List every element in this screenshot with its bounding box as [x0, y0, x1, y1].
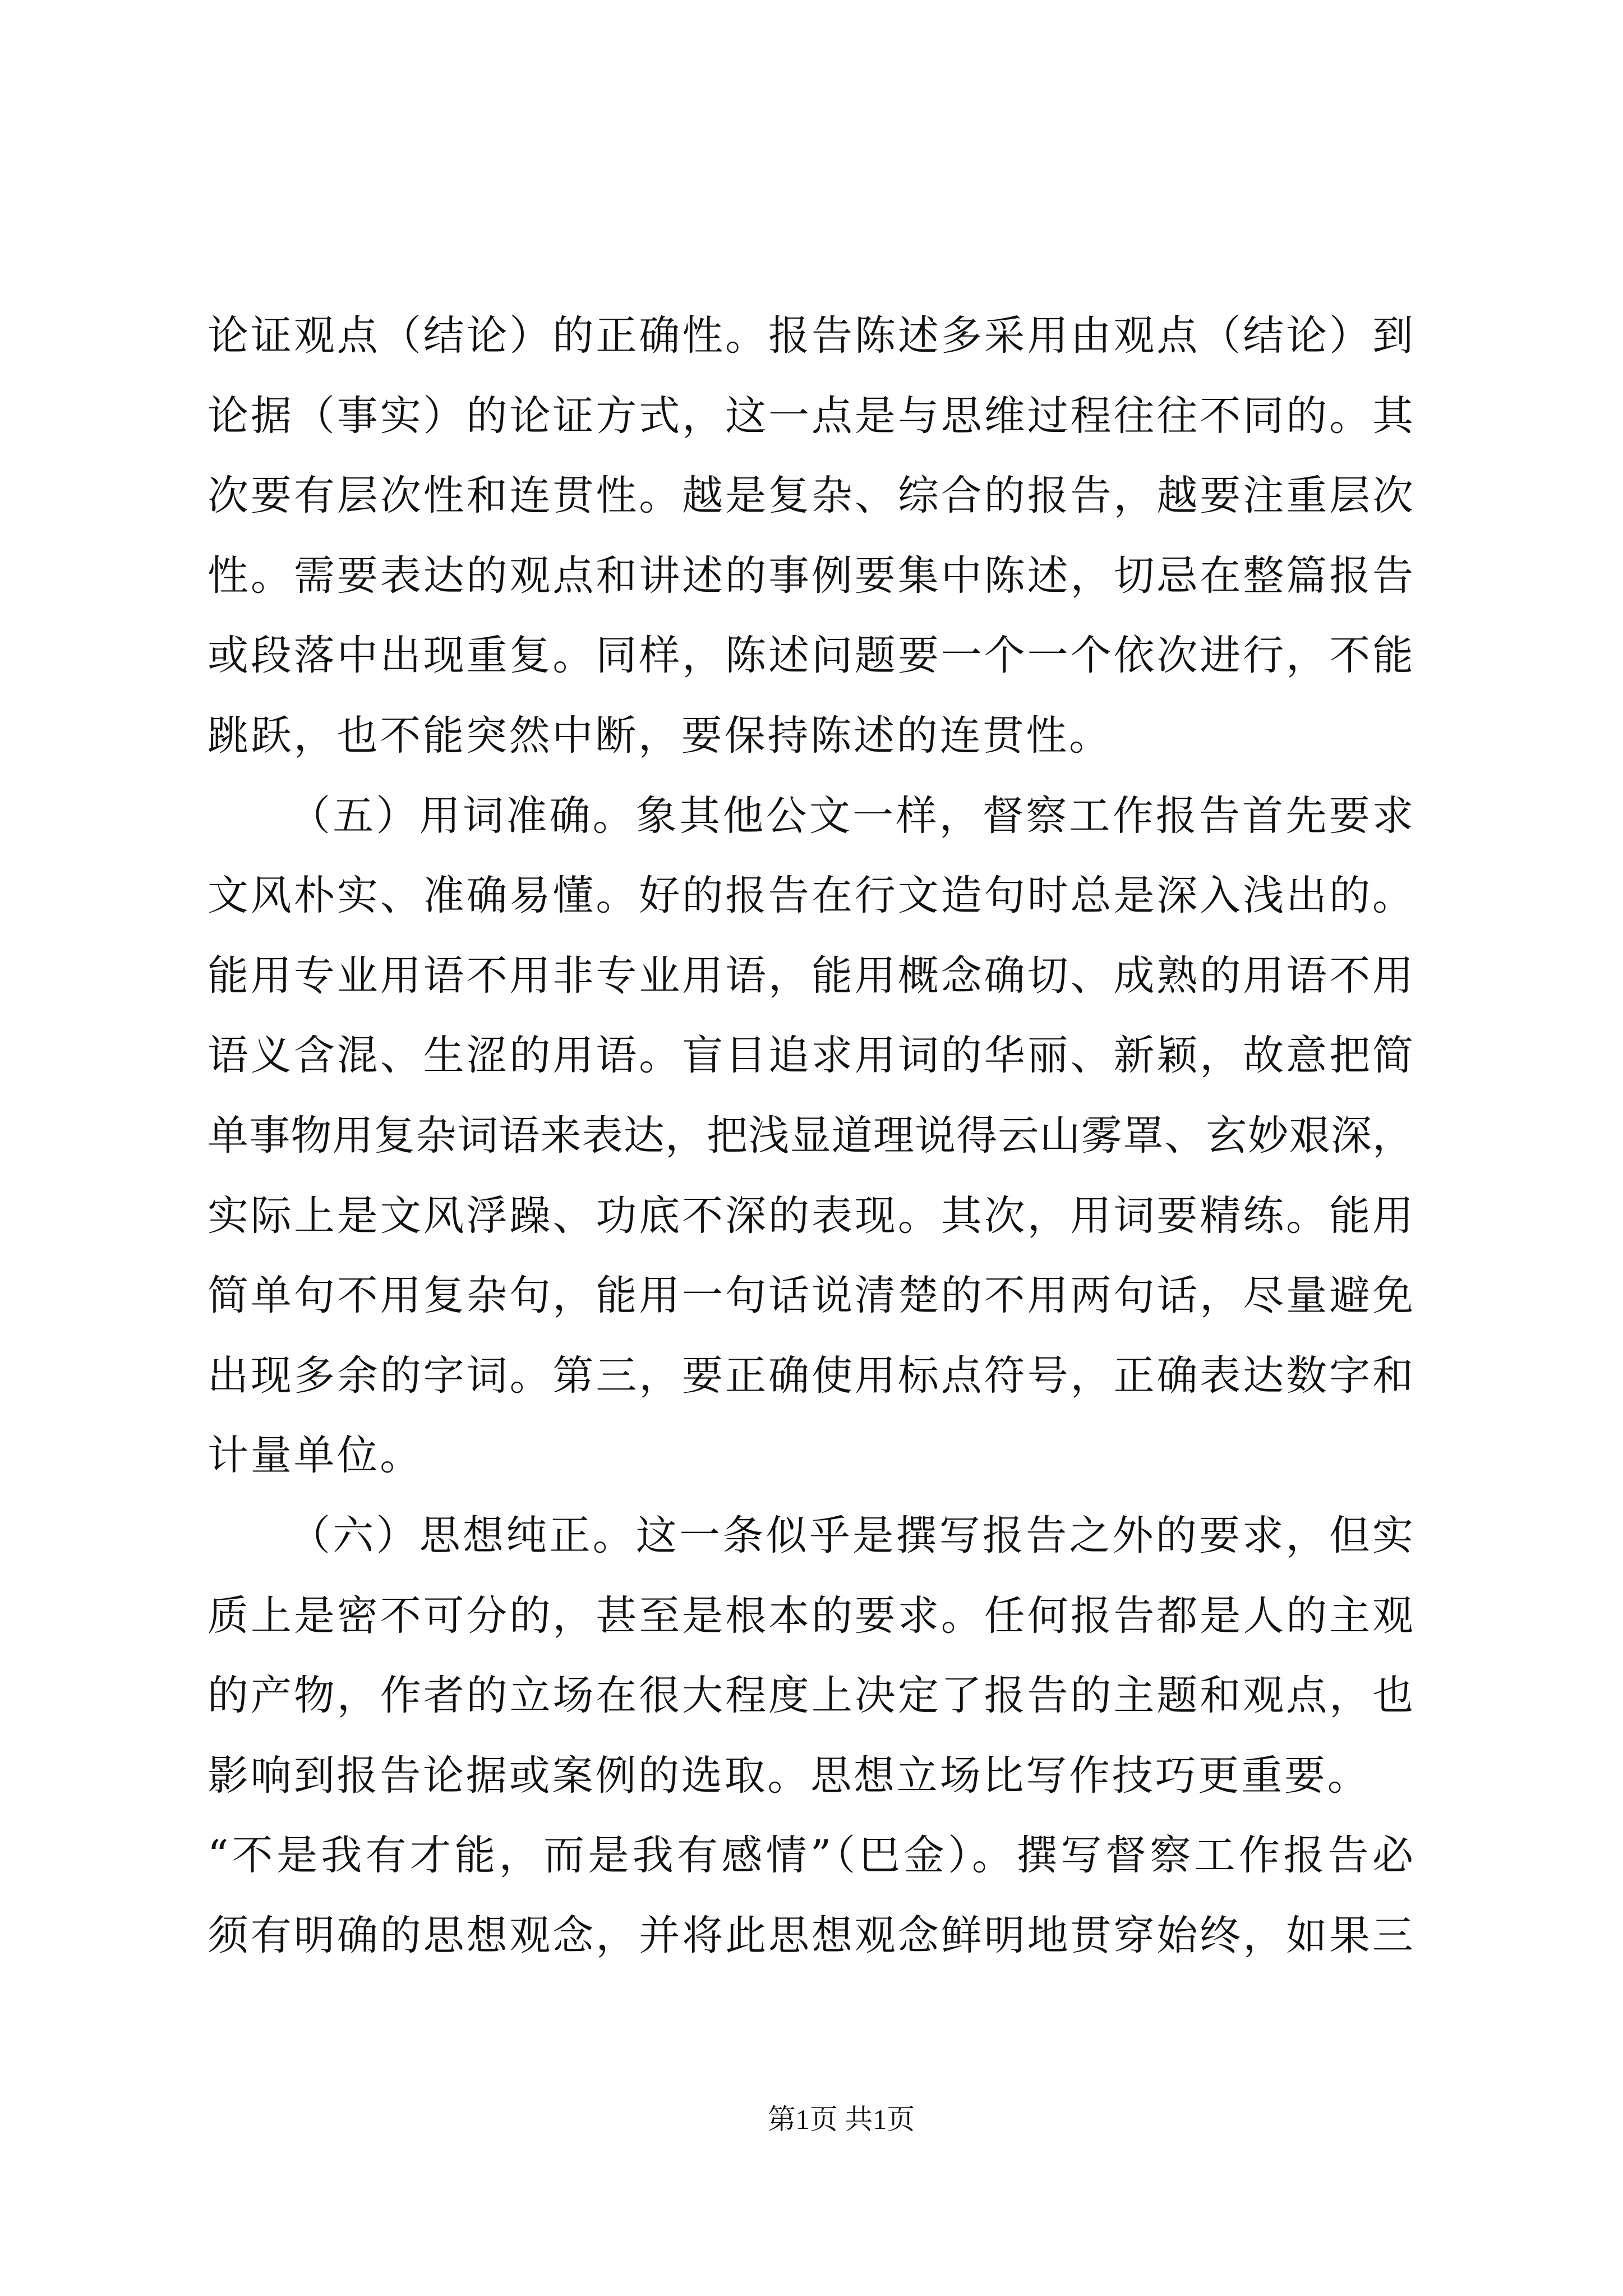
text-line: 出现多余的字词。第三，要正确使用标点符号，正确表达数字和	[208, 1351, 1413, 1400]
text-line: 跳跃，也不能突然中断，要保持陈述的连贯性。	[208, 711, 1112, 760]
text-line: 的产物，作者的立场在很大程度上决定了报告的主题和观点，也	[208, 1672, 1413, 1720]
text-line: 文风朴实、准确易懂。好的报告在行文造句时总是深入浅出的。	[208, 872, 1413, 920]
page-number-footer: 第1页 共1页	[767, 2104, 915, 2135]
text-line: 性。需要表达的观点和讲述的事例要集中陈述，切忌在整篇报告	[208, 551, 1413, 600]
text-line: 论据（事实）的论证方式，这一点是与思维过程往往不同的。其	[208, 392, 1413, 440]
paragraph-word-accuracy	[208, 776, 1413, 1496]
section-heading-line: （六）思想纯正。这一条似乎是撰写报告之外的要求，但实	[289, 1511, 1413, 1559]
text-line: 能用专业用语不用非专业用语，能用概念确切、成熟的用语不用	[208, 951, 1413, 1000]
paragraph-continued	[208, 296, 1413, 776]
text-line: 实际上是文风浮躁、功底不深的表现。其次，用词要精练。能用	[208, 1191, 1413, 1240]
text-line: 论证观点（结论）的正确性。报告陈述多采用由观点（结论）到	[208, 312, 1413, 360]
text-line: 质上是密不可分的，甚至是根本的要求。任何报告都是人的主观	[208, 1591, 1413, 1640]
text-line: 或段落中出现重复。同样，陈述问题要一个一个依次进行，不能	[208, 632, 1413, 680]
text-line: 次要有层次性和连贯性。越是复杂、综合的报告，越要注重层次	[208, 472, 1413, 520]
text-line: 单事物用复杂词语来表达，把浅显道理说得云山雾罩、玄妙艰深，	[208, 1111, 1413, 1159]
text-line: 简单句不用复杂句，能用一句话说清楚的不用两句话，尽量避免	[208, 1272, 1413, 1320]
paragraph-pure-thought	[208, 1496, 1413, 1976]
text-line: 影响到报告论据或案例的选取。思想立场比写作技巧更重要。	[208, 1751, 1371, 1800]
body-text	[208, 296, 1413, 1976]
text-line: 须有明确的思想观念，并将此思想观念鲜明地贯穿始终，如果三	[208, 1911, 1413, 1959]
text-line: “不是我有才能，而是我有感情”（巴金）。撰写督察工作报告必	[208, 1832, 1413, 1880]
text-line: 计量单位。	[208, 1432, 423, 1480]
section-heading-line: （五）用词准确。象其他公文一样，督察工作报告首先要求	[289, 792, 1413, 840]
text-line: 语义含混、生涩的用语。盲目追求用词的华丽、新颖，故意把简	[208, 1032, 1413, 1080]
